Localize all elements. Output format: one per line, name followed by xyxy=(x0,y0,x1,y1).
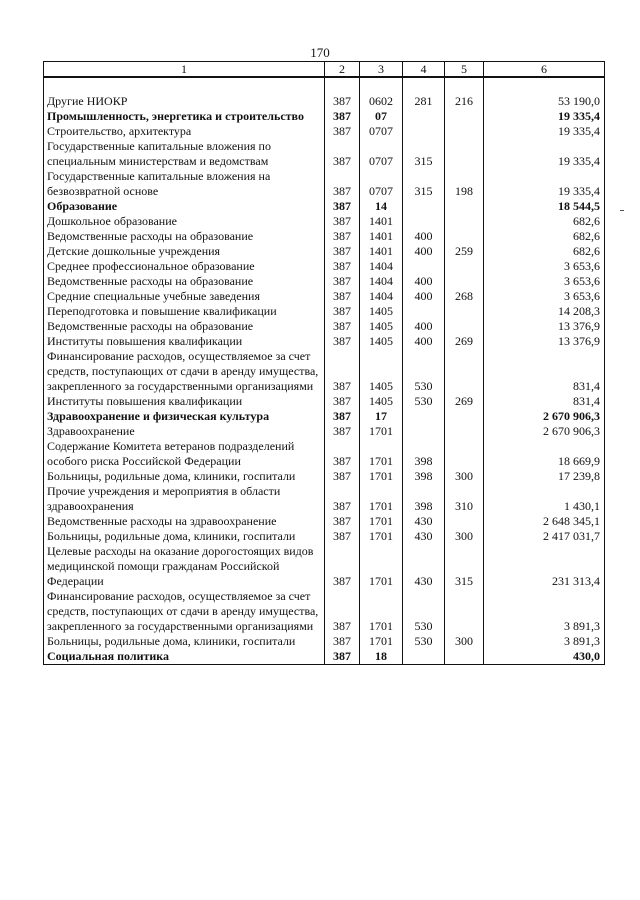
row-code-5: 268 xyxy=(445,289,484,304)
row-code-5 xyxy=(445,319,484,334)
row-code-5 xyxy=(445,649,484,665)
table-row xyxy=(44,469,605,484)
table-row xyxy=(44,274,605,289)
table-row xyxy=(44,334,605,349)
row-amount: 2 417 031,7 xyxy=(484,529,605,544)
table-row xyxy=(44,409,605,424)
table-row xyxy=(44,259,605,274)
table-row xyxy=(44,544,605,589)
row-amount: 3 653,6 xyxy=(484,289,605,304)
row-name: Прочие учреждения и мероприятия в области здравоохранения xyxy=(44,484,325,514)
row-code-3: 07 xyxy=(360,109,403,124)
row-code-3: 0707 xyxy=(360,139,403,169)
row-code-4: 530 xyxy=(403,349,445,394)
row-code-5 xyxy=(445,124,484,139)
row-code-3: 1405 xyxy=(360,319,403,334)
row-code-3: 0602 xyxy=(360,94,403,109)
row-name: Ведомственные расходы на образование xyxy=(44,319,325,334)
row-code-5: 259 xyxy=(445,244,484,259)
row-code-2: 387 xyxy=(325,199,360,214)
page-number: 170 xyxy=(310,45,330,60)
row-code-5 xyxy=(445,514,484,529)
row-code-4: 398 xyxy=(403,439,445,469)
row-amount: 13 376,9 xyxy=(484,334,605,349)
row-code-2: 387 xyxy=(325,529,360,544)
row-code-2: 387 xyxy=(325,229,360,244)
row-name: Средние специальные учебные заведения xyxy=(44,289,325,304)
row-name: Финансирование расходов, осуществляемое за счет средств, поступающих от сдачи в аренду имущества, закрепленного за государственными организациями xyxy=(44,349,325,394)
row-code-3: 1404 xyxy=(360,289,403,304)
row-code-4 xyxy=(403,214,445,229)
row-code-2: 387 xyxy=(325,274,360,289)
row-code-2: 387 xyxy=(325,349,360,394)
row-code-5 xyxy=(445,589,484,634)
row-amount: 430,0 xyxy=(484,649,605,665)
row-code-2: 387 xyxy=(325,139,360,169)
column-header-2: 2 xyxy=(325,62,360,78)
row-amount: 17 239,8 xyxy=(484,469,605,484)
row-code-4 xyxy=(403,409,445,424)
column-header-4: 4 xyxy=(403,62,445,78)
row-name: Государственные капитальные вложения на безвозвратной основе xyxy=(44,169,325,199)
row-code-2: 387 xyxy=(325,424,360,439)
row-code-3: 14 xyxy=(360,199,403,214)
table-row xyxy=(44,319,605,334)
table-row xyxy=(44,94,605,109)
row-name: Здравоохранение и физическая культура xyxy=(44,409,325,424)
row-amount: 2 670 906,3 xyxy=(484,409,605,424)
row-amount: 19 335,4 xyxy=(484,124,605,139)
row-code-4 xyxy=(403,124,445,139)
row-amount: 1 430,1 xyxy=(484,484,605,514)
row-code-5: 300 xyxy=(445,634,484,649)
row-code-5 xyxy=(445,349,484,394)
table-row xyxy=(44,529,605,544)
row-code-5: 269 xyxy=(445,334,484,349)
row-name: Дошкольное образование xyxy=(44,214,325,229)
table-row xyxy=(44,484,605,514)
table-row xyxy=(44,424,605,439)
table-row xyxy=(44,169,605,199)
column-header-5: 5 xyxy=(445,62,484,78)
row-code-4 xyxy=(403,259,445,274)
row-amount: 14 208,3 xyxy=(484,304,605,319)
row-amount: 18 669,9 xyxy=(484,439,605,469)
row-name: Институты повышения квалификации xyxy=(44,334,325,349)
row-code-2: 387 xyxy=(325,334,360,349)
row-code-4: 400 xyxy=(403,319,445,334)
row-code-2: 387 xyxy=(325,109,360,124)
row-name: Переподготовка и повышение квалификации xyxy=(44,304,325,319)
row-code-5 xyxy=(445,139,484,169)
table-row xyxy=(44,439,605,469)
row-code-2: 387 xyxy=(325,289,360,304)
row-code-5 xyxy=(445,199,484,214)
row-code-4: 430 xyxy=(403,529,445,544)
row-code-3: 1701 xyxy=(360,424,403,439)
row-code-5 xyxy=(445,214,484,229)
row-code-5 xyxy=(445,229,484,244)
row-code-5 xyxy=(445,259,484,274)
row-name: Больницы, родильные дома, клиники, госпитали xyxy=(44,634,325,649)
row-code-2: 387 xyxy=(325,439,360,469)
row-code-4: 530 xyxy=(403,589,445,634)
scan-mark xyxy=(620,210,624,211)
row-code-3: 1404 xyxy=(360,274,403,289)
row-code-4 xyxy=(403,304,445,319)
row-code-2: 387 xyxy=(325,259,360,274)
row-amount: 682,6 xyxy=(484,229,605,244)
row-amount: 831,4 xyxy=(484,349,605,394)
row-code-4: 400 xyxy=(403,274,445,289)
row-code-4 xyxy=(403,424,445,439)
row-name: Другие НИОКР xyxy=(44,94,325,109)
row-code-3: 1701 xyxy=(360,484,403,514)
row-amount: 3 653,6 xyxy=(484,259,605,274)
row-code-3: 1405 xyxy=(360,304,403,319)
table-row xyxy=(44,229,605,244)
row-code-5: 269 xyxy=(445,394,484,409)
row-code-2: 387 xyxy=(325,304,360,319)
row-code-4: 530 xyxy=(403,634,445,649)
row-amount: 2 648 345,1 xyxy=(484,514,605,529)
row-amount: 682,6 xyxy=(484,214,605,229)
row-code-4: 400 xyxy=(403,244,445,259)
row-code-4: 398 xyxy=(403,484,445,514)
row-amount: 19 335,4 xyxy=(484,109,605,124)
row-code-4: 400 xyxy=(403,289,445,304)
header-row xyxy=(44,62,605,78)
row-amount: 3 891,3 xyxy=(484,589,605,634)
table-row xyxy=(44,214,605,229)
row-name: Ведомственные расходы на образование xyxy=(44,274,325,289)
row-code-3: 1404 xyxy=(360,259,403,274)
row-code-5: 300 xyxy=(445,529,484,544)
table-row xyxy=(44,649,605,665)
row-code-4 xyxy=(403,199,445,214)
row-code-3: 0707 xyxy=(360,169,403,199)
row-code-3: 1701 xyxy=(360,469,403,484)
row-amount: 831,4 xyxy=(484,394,605,409)
row-code-4: 430 xyxy=(403,514,445,529)
row-code-2: 387 xyxy=(325,589,360,634)
row-code-5 xyxy=(445,439,484,469)
column-header-3: 3 xyxy=(360,62,403,78)
row-name: Больницы, родильные дома, клиники, госпитали xyxy=(44,469,325,484)
row-code-4: 400 xyxy=(403,334,445,349)
table-row xyxy=(44,634,605,649)
row-amount: 3 653,6 xyxy=(484,274,605,289)
row-code-2: 387 xyxy=(325,409,360,424)
row-code-3: 18 xyxy=(360,649,403,665)
row-code-5 xyxy=(445,304,484,319)
row-code-5 xyxy=(445,409,484,424)
row-code-4: 530 xyxy=(403,394,445,409)
row-code-5: 315 xyxy=(445,544,484,589)
budget-table xyxy=(43,61,605,665)
row-name: Промышленность, энергетика и строительство xyxy=(44,109,325,124)
row-code-2: 387 xyxy=(325,649,360,665)
table-row xyxy=(44,139,605,169)
table-row xyxy=(44,244,605,259)
row-name: Образование xyxy=(44,199,325,214)
row-code-5 xyxy=(445,274,484,289)
row-code-3: 0707 xyxy=(360,124,403,139)
row-code-3: 1401 xyxy=(360,244,403,259)
row-code-2: 387 xyxy=(325,394,360,409)
spacer-row xyxy=(44,77,605,94)
row-name: Целевые расходы на оказание дорогостоящих видов медицинской помощи гражданам Российской Федерации xyxy=(44,544,325,589)
row-code-2: 387 xyxy=(325,514,360,529)
row-code-3: 1701 xyxy=(360,514,403,529)
table-row xyxy=(44,514,605,529)
row-code-3: 17 xyxy=(360,409,403,424)
table-row xyxy=(44,124,605,139)
row-code-2: 387 xyxy=(325,244,360,259)
table-row xyxy=(44,349,605,394)
table-row xyxy=(44,289,605,304)
row-code-3: 1701 xyxy=(360,529,403,544)
row-name: Государственные капитальные вложения по специальным министерствам и ведомствам xyxy=(44,139,325,169)
row-code-2: 387 xyxy=(325,634,360,649)
row-code-3: 1401 xyxy=(360,229,403,244)
table-row xyxy=(44,199,605,214)
row-amount: 231 313,4 xyxy=(484,544,605,589)
row-code-4: 398 xyxy=(403,469,445,484)
row-amount: 19 335,4 xyxy=(484,139,605,169)
row-code-2: 387 xyxy=(325,319,360,334)
row-code-2: 387 xyxy=(325,544,360,589)
row-code-4: 315 xyxy=(403,139,445,169)
row-code-5 xyxy=(445,109,484,124)
row-name: Здравоохранение xyxy=(44,424,325,439)
row-code-5: 216 xyxy=(445,94,484,109)
row-amount: 3 891,3 xyxy=(484,634,605,649)
row-amount: 18 544,5 xyxy=(484,199,605,214)
row-code-4 xyxy=(403,109,445,124)
row-code-2: 387 xyxy=(325,124,360,139)
row-code-5: 310 xyxy=(445,484,484,514)
row-name: Строительство, архитектура xyxy=(44,124,325,139)
row-code-4: 400 xyxy=(403,229,445,244)
table-row xyxy=(44,394,605,409)
row-code-3: 1405 xyxy=(360,334,403,349)
row-code-5: 300 xyxy=(445,469,484,484)
table-row xyxy=(44,109,605,124)
row-amount: 13 376,9 xyxy=(484,319,605,334)
row-code-4: 281 xyxy=(403,94,445,109)
row-amount: 682,6 xyxy=(484,244,605,259)
row-amount: 19 335,4 xyxy=(484,169,605,199)
row-code-2: 387 xyxy=(325,94,360,109)
row-code-4 xyxy=(403,649,445,665)
row-code-2: 387 xyxy=(325,169,360,199)
row-code-2: 387 xyxy=(325,214,360,229)
row-name: Детские дошкольные учреждения xyxy=(44,244,325,259)
row-code-3: 1701 xyxy=(360,634,403,649)
row-amount: 2 670 906,3 xyxy=(484,424,605,439)
column-header-1: 1 xyxy=(44,62,325,78)
row-name: Ведомственные расходы на здравоохранение xyxy=(44,514,325,529)
row-name: Среднее профессиональное образование xyxy=(44,259,325,274)
row-amount: 53 190,0 xyxy=(484,94,605,109)
row-name: Институты повышения квалификации xyxy=(44,394,325,409)
row-code-3: 1701 xyxy=(360,589,403,634)
row-code-3: 1701 xyxy=(360,439,403,469)
row-code-4: 315 xyxy=(403,169,445,199)
row-code-5 xyxy=(445,424,484,439)
table-row xyxy=(44,589,605,634)
row-name: Содержание Комитета ветеранов подразделений особого риска Российской Федерации xyxy=(44,439,325,469)
row-code-3: 1405 xyxy=(360,394,403,409)
row-code-2: 387 xyxy=(325,469,360,484)
row-code-3: 1405 xyxy=(360,349,403,394)
column-header-6: 6 xyxy=(484,62,605,78)
row-name: Больницы, родильные дома, клиники, госпитали xyxy=(44,529,325,544)
table-row xyxy=(44,304,605,319)
row-name: Ведомственные расходы на образование xyxy=(44,229,325,244)
row-name: Социальная политика xyxy=(44,649,325,665)
row-code-5: 198 xyxy=(445,169,484,199)
row-code-3: 1401 xyxy=(360,214,403,229)
row-name: Финансирование расходов, осуществляемое за счет средств, поступающих от сдачи в аренду имущества, закрепленного за государственными организациями xyxy=(44,589,325,634)
row-code-3: 1701 xyxy=(360,544,403,589)
row-code-2: 387 xyxy=(325,484,360,514)
row-code-4: 430 xyxy=(403,544,445,589)
